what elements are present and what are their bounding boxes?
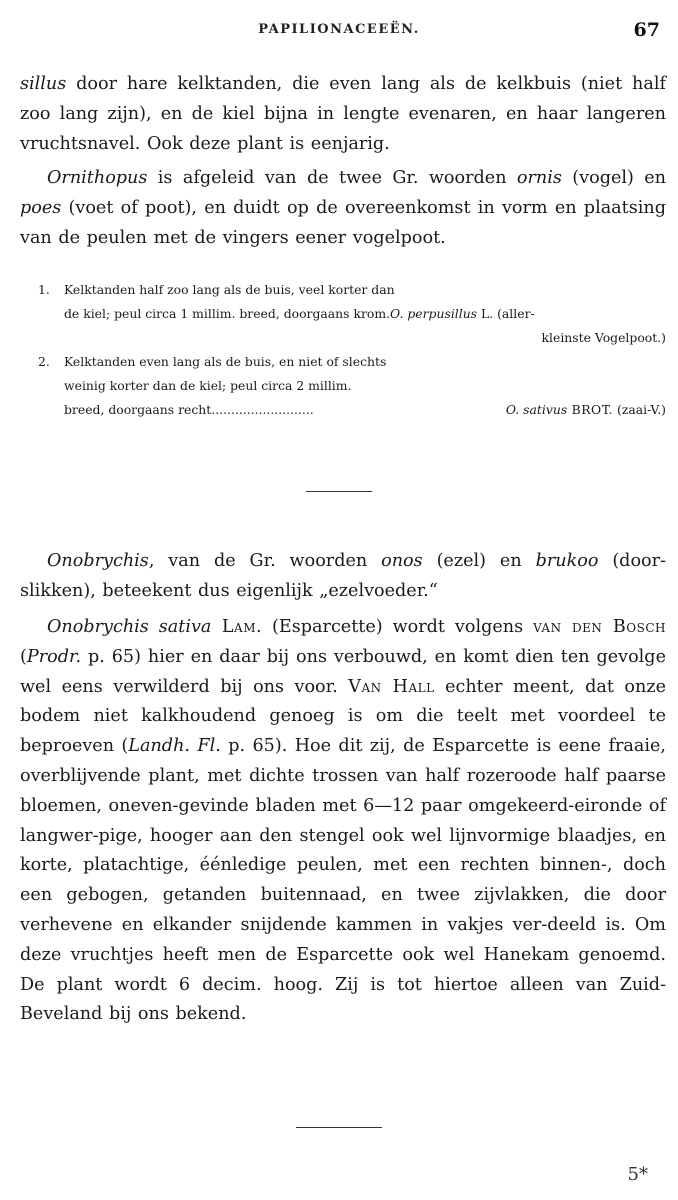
paragraph-text: door hare kelktanden, die even lang als de kelkbuis (niet half zoo lang zijn), en de kiel bijna in lengte evenaren, en haar langeren vruchtsnavel. Ook deze plant is eenjarig. [20,74,666,154]
greek-word: brukoo [535,551,599,571]
author-name: Van Hall [348,676,435,697]
running-title: PAPILIONACEEËN. [258,22,420,37]
author-name: Lam. [211,617,263,637]
key-couplet-1: 1. Kelktanden half zoo lang als de buis, veel korter dan de kiel; peul circa 1 millim. breed, doorgaans krom.O. perpusillus L. (aller- kleinste Vogelpoot.) [40,278,666,350]
paragraph-onobrychis-sativa: Onobrychis sativa Lam. (Esparcette) wordt volgens van den Bosch (Prodr. p. 65) hier en daar bij ons verbouwd, en komt dien ten gevolge wel eens verwilderd bij ons voor. Van Hall echter meent, dat onze bodem niet kalkhoudend genoeg is om die teelt met voordeel te beproeven (Landh. Fl. p. 65). Hoe dit zij, de Esparcette is eene fraaie, overblijvende plant, met dichte trossen van half rozeroode half paarse bloemen, oneven-gevinde bladen met 6—12 paar omgekeerd-eironde of langwer-pige, hooger aan den stengel ook wel lijnvormige blaadjes, en korte, platachtige, éénledige peulen, met een rechten binnen-, doch een gebogen, getanden buitennaad, en twee zijvlakken, die door verhevene en elkander snijdende kammen in vakjes ver-deeld is. Om deze vruchtjes heeft men de Esparcette ook wel Hanekam genoemd. De plant wordt 6 decim. hoog. Zij is tot hiertoe alleen van Zuid-Beveland bij ons bekend. [20,617,666,1025]
couplet-number: 1. [38,282,50,297]
section-divider [306,491,372,492]
greek-word: onos [381,551,423,571]
species-fragment: sillus [20,74,67,94]
leader-dots: ......................... [215,402,314,417]
paragraph-ornithopus-etymology: Ornithopus is afgeleid van de twee Gr. woorden ornis (vogel) en poes (voet of poot), en duidt op de overeenkomst in vorm en plaatsing van de peulen met de vingers eener vogelpoot. [20,168,666,248]
reference-title: Prodr. [26,646,82,667]
greek-word: ornis [516,168,562,188]
paragraph-onobrychis-etymology: Onobrychis, van de Gr. woorden onos (ezel) en brukoo (door-slikken), beteekent dus eigenlijk „ezelvoeder.“ [20,551,666,601]
reference-title: Landh. Fl. [128,736,221,757]
species-name: O. perpusillus [390,306,478,321]
species-name: Onobrychis sativa [47,617,212,637]
key-couplet-2: 2. Kelktanden even lang als de buis, en niet of slechts weinig korter dan de kiel; peul circa 2 millim. breed, doorgaans recht.......................... O. sativus BROT. (zaai-V.) [40,350,666,422]
signature-mark: 5* [627,1164,648,1185]
paragraph-continuation [20,70,666,159]
page-number: 67 [633,19,660,41]
species-name: O. sativus [505,402,568,417]
genus-name: Ornithopus [47,168,148,188]
author-name: van den Bosch [533,617,666,637]
couplet-number: 2. [38,354,50,369]
identification-key [40,278,666,422]
greek-word: poes [20,197,62,218]
genus-name: Onobrychis [47,551,149,571]
section-divider [296,1127,382,1128]
